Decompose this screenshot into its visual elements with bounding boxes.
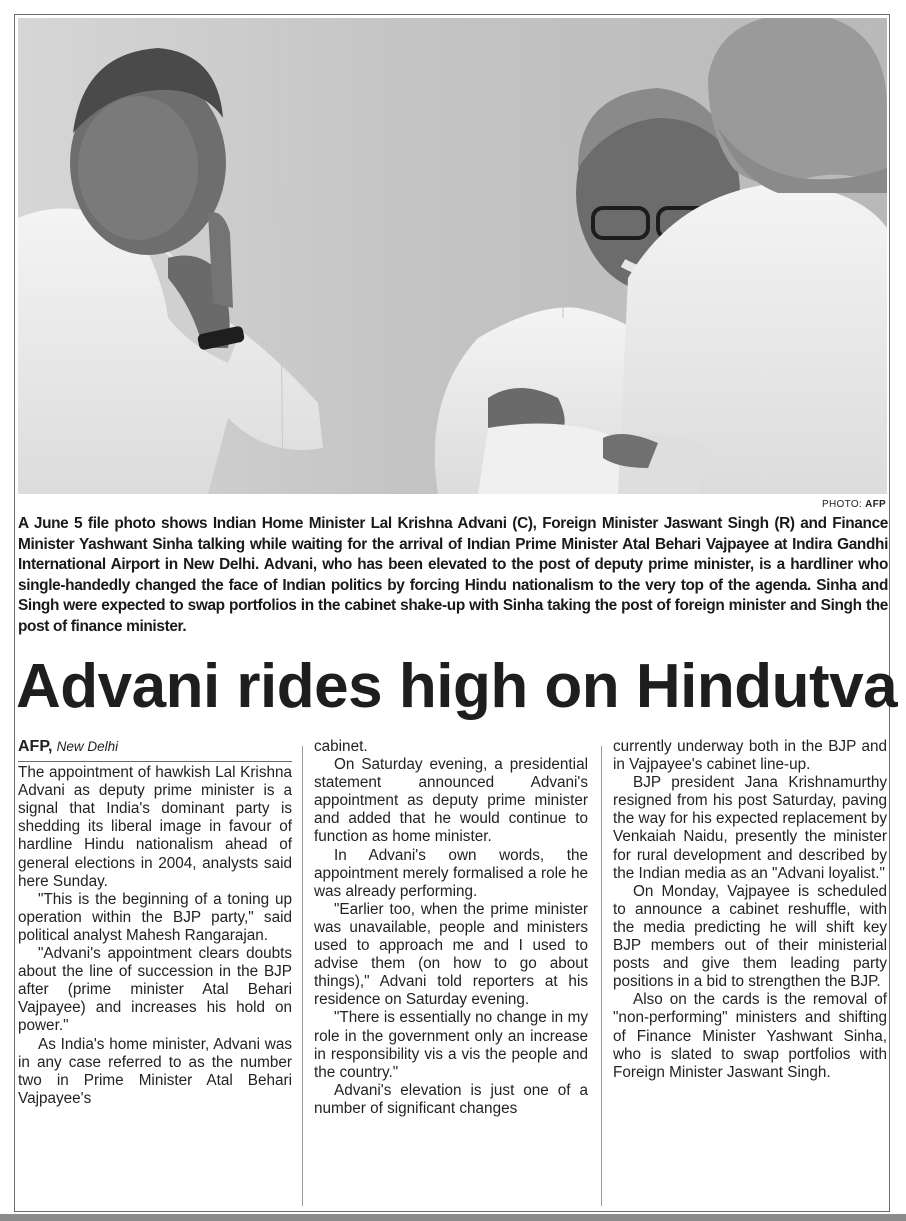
photo-caption: A June 5 file photo shows Indian Home Minister Lal Krishna Advani (C), Foreign Minister Jaswant Singh (R) and Finance Minister Yashwant Sinha talking while waiting for the arrival of Indian Prime Minister Atal Behari Vajpayee at Indira Gandhi International Airport in New Delhi. Advani, who has been elevated to the post of deputy prime minister, is a hardliner who single-handedly changed the face of Indian politics by forcing Hindu nationalism to the very top of the agenda. Sinha and Singh were expected to swap portfolios in the cabinet shake-up with Sinha taking the post of foreign minister and Singh the post of finance minister. — [18, 515, 888, 635]
photo-credit-label: PHOTO: — [822, 499, 862, 510]
byline — [18, 738, 292, 762]
paragraph: On Monday, Vajpayee is scheduled to announce a cabinet reshuffle, with the media predicting he will shift key BJP members out of their ministerial posts and give them leading party positions in a bid to strengthen the BJP. — [613, 882, 887, 991]
paragraph: Also on the cards is the removal of "non-performing" ministers and shifting of Finance Minister Yashwant Sinha, who is slated to swap portfolios with Foreign Minister Jaswant Singh. — [613, 991, 887, 1081]
byline-place: New Delhi — [56, 739, 119, 754]
bottom-rule — [0, 1214, 906, 1221]
paragraph: cabinet. — [314, 738, 368, 755]
paragraph: "Advani's appointment clears doubts about the line of succession in the BJP after (prime minister Atal Behari Vajpayee) and increases his hold on power." — [18, 945, 292, 1035]
photo-credit — [822, 499, 886, 510]
paragraph: On Saturday evening, a presidential statement announced Advani's appointment as deputy prime minister and added that he would continue to function as home minister. — [314, 756, 588, 846]
paragraph: As India's home minister, Advani was in any case referred to as the number two in Prime Minister Atal Behari Vajpayee's — [18, 1035, 292, 1107]
paragraph: "There is essentially no change in my role in the government only an increase in responsibility vis a vis the people and the country." — [314, 1009, 588, 1081]
column-divider — [601, 746, 602, 1206]
news-photo — [18, 18, 887, 494]
article-column-3 — [613, 738, 887, 1082]
article-column-2 — [314, 738, 588, 1118]
paragraph: The appointment of hawkish Lal Krishna Advani as deputy prime minister is a signal that India's dominant party is shedding its liberal image in favour of hardline Hindu nationalism ahead of general elections in 2004, analysts said here Sunday. — [18, 764, 292, 890]
paragraph: "This is the beginning of a toning up operation within the BJP party," said political analyst Mahesh Rangarajan. — [18, 890, 292, 944]
byline-source: AFP, — [18, 738, 53, 755]
paragraph: Advani's elevation is just one of a number of significant changes — [314, 1081, 588, 1117]
article-column-1 — [18, 738, 292, 1108]
paragraph: In Advani's own words, the appointment merely formalised a role he was already performing. — [314, 846, 588, 900]
paragraph: BJP president Jana Krishnamurthy resigned from his post Saturday, paving the way for his expected replacement by Venkaiah Naidu, presently the minister for rural development and described by the Indian media as an "Advani loyalist." — [613, 774, 887, 882]
column-divider — [302, 746, 303, 1206]
paragraph: "Earlier too, when the prime minister was unavailable, people and ministers used to approach me and I used to advise them (on how to go about things)," Advani told reporters at his residence on Saturday evening. — [314, 900, 588, 1009]
photo-illustration — [18, 18, 887, 494]
photo-credit-source: AFP — [865, 499, 886, 510]
paragraph: currently underway both in the BJP and in Vajpayee's cabinet line-up. — [613, 738, 887, 774]
headline: Advani rides high on Hindutva — [16, 652, 898, 721]
